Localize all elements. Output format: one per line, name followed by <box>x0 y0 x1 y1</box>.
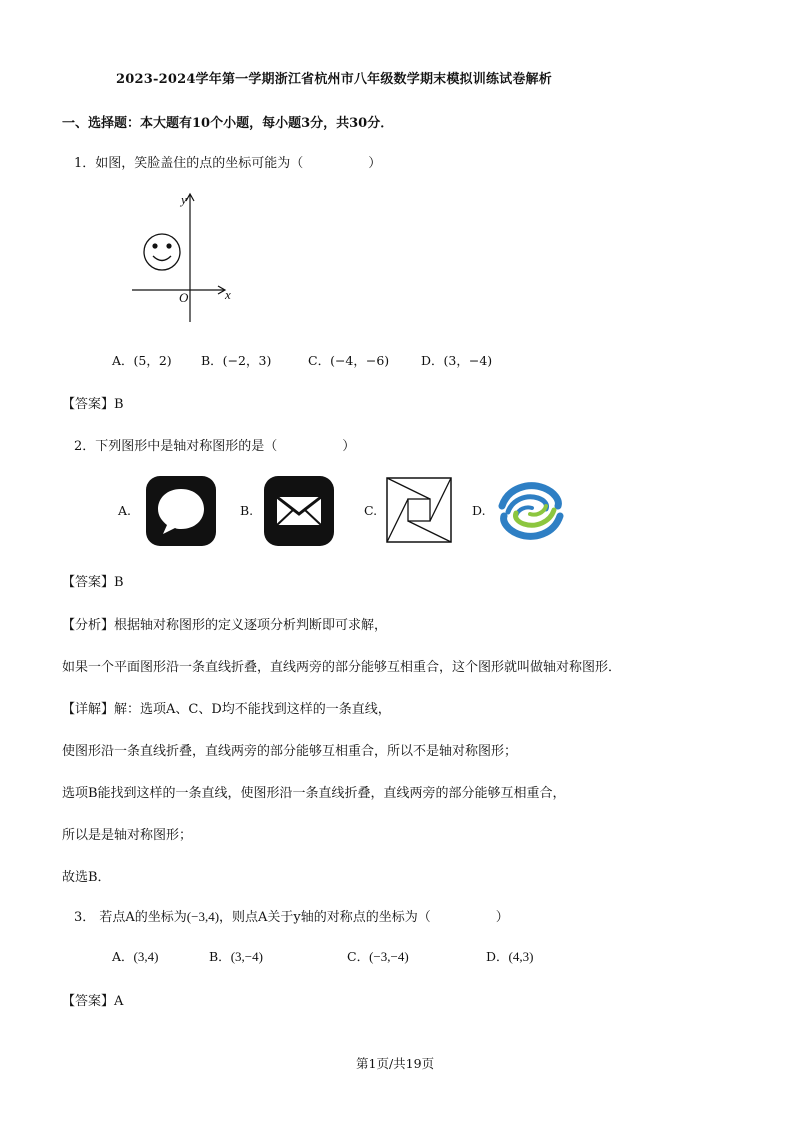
q2-analysis-2: 如果一个平面图形沿一条直线折叠，直线两旁的部分能够互相重合，这个图形就叫做轴对称图形． <box>62 660 622 675</box>
q3-option-b-value: (3,−4) <box>230 949 263 964</box>
question-3-stem <box>74 906 509 925</box>
envelope-icon <box>264 476 334 546</box>
q1-option-b: B．(−2，3) <box>201 353 272 368</box>
q3-answer: 【答案】A <box>62 994 124 1009</box>
q3-option-a <box>112 947 158 965</box>
q1-option-c: C．(−4，−6) <box>308 353 390 368</box>
q3-option-d-value: (4,3) <box>508 949 534 964</box>
q2-detail-4: 所以是是轴对称图形； <box>62 828 193 843</box>
q2-analysis: 【分析】根据轴对称图形的定义逐项分析判断即可求解， <box>62 618 388 633</box>
y-axis-label: y <box>181 192 187 207</box>
q2-option-d-label: D. <box>472 503 486 518</box>
q3-stem-suffix: ，则点A关于y轴的对称点的坐标为（ ） <box>219 910 509 925</box>
chat-bubble-icon <box>146 476 216 546</box>
q2-option-a-label: A. <box>118 503 132 518</box>
q3-option-d <box>486 947 533 965</box>
q3-option-b <box>209 947 263 965</box>
section-heading: 一、选择题：本大题有10个小题，每小题3分，共30分． <box>62 116 394 131</box>
document-title: 2023-2024学年第一学期浙江省杭州市八年级数学期末模拟训练试卷解析 <box>116 72 552 87</box>
q1-answer: 【答案】B <box>62 397 124 412</box>
smiley-face-icon <box>144 234 180 270</box>
q3-option-a-letter: A． <box>112 949 134 964</box>
origin-label: O <box>179 290 189 305</box>
pinwheel-square-icon <box>386 477 452 543</box>
q3-option-c-letter: C． <box>347 949 370 964</box>
q3-point-a: (−3,4) <box>186 909 220 924</box>
q2-detail-2: 使图形沿一条直线折叠，直线两旁的部分能够互相重合，所以不是轴对称图形； <box>62 744 518 759</box>
x-axis-label: x <box>225 287 231 302</box>
q3-option-b-letter: B． <box>209 949 231 964</box>
question-2-stem: 2．下列图形中是轴对称图形的是（ ） <box>74 439 356 454</box>
q2-option-b-label: B. <box>240 503 254 518</box>
page-footer: 第1页/共19页 <box>356 1056 435 1071</box>
q2-answer: 【答案】B <box>62 575 124 590</box>
q2-detail-3: 选项B能找到这样的一条直线，使图形沿一条直线折叠，直线两旁的部分能够互相重合， <box>62 786 566 801</box>
q3-option-a-value: (3,4) <box>133 949 159 964</box>
q1-option-a: A．(5，2) <box>112 353 172 368</box>
question-1-stem: 1．如图，笑脸盖住的点的坐标可能为（ ） <box>74 156 382 171</box>
q1-option-d: D．(3，−4) <box>421 353 493 368</box>
q2-option-c-label: C. <box>364 503 378 518</box>
q3-option-d-letter: D． <box>486 949 509 964</box>
q2-detail-1: 【详解】解：选项A、C、D均不能找到这样的一条直线， <box>62 702 391 717</box>
q2-detail-5: 故选B． <box>62 870 111 885</box>
q3-option-c-value: (−3,−4) <box>369 949 409 964</box>
q3-option-c <box>347 947 409 965</box>
q3-stem-prefix: 3． 若点A的坐标为 <box>74 910 187 925</box>
china-mobile-logo-icon <box>494 476 568 546</box>
